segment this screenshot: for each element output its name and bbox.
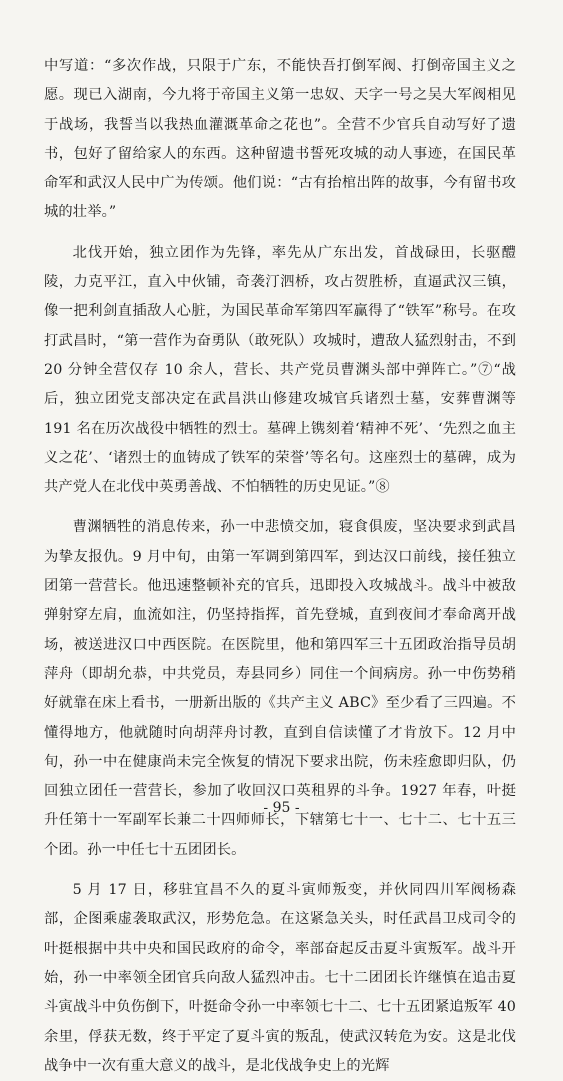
paragraph-1: 中写道：“多次作战，只限于广东，不能快吾打倒军阀、打倒帝国主义之愿。现已入湖南，今九将于帝国主义第一忠奴、天字一号之吴大军阀相见于战场，我誓当以我热血灌溉革命之花也”。全营不少官兵自动写好了遗书，包好了留给家人的东西。这种留遗书誓死攻城的动人事迹，在国民革命军和武汉人民中广为传颂。他们说：“古有抬棺出阵的故事，今有留书攻城的壮举。” [44,58,516,221]
paragraph-2: 北伐开始，独立团作为先锋，率先从广东出发，首战碌田，长驱醴陵，力克平江，直入中伙铺，奇袭汀泗桥，攻占贺胜桥，直逼武汉三镇，像一把利剑直插敌人心脏，为国民革命军第四军赢得了“铁军”称号。在攻打武昌时，“第一营作为奋勇队（敢死队）攻城时，遭敌人猛烈射击，不到 20 分钟全营仅存 10 余人，营长、共产党员曹渊头部中弹阵亡。”⑦“战后，独立团党支部决定在武昌洪山修建攻城官兵诸烈士墓，安葬曹渊等 191 名在历次战役中牺牲的烈士。墓碑上镌刻着‘精神不死’、‘先烈之血主义之花’、‘诸烈士的血铸成了铁军的荣誉’等名句。这座烈士的墓碑，成为共产党人在北伐中英勇善战、不怕牺牲的历史见证。”⑧ [44,244,516,496]
page-number: - 95 - [263,800,300,816]
paragraph-4: 5 月 17 日，移驻宜昌不久的夏斗寅师叛变，并伙同四川军阀杨森部，企图乘虚袭取武汉，形势危急。在这紧急关头，时任武昌卫戍司令的叶挺根据中共中央和国民政府的命令，率部奋起反击夏斗寅叛军。战斗开始，孙一中率领全团官兵向敌人猛烈冲击。七十二团团长许继慎在追击夏斗寅战斗中负伤倒下，叶挺命令孙一中率领七十二、七十五团紧追叛军 40 余里，俘获无数，终于平定了夏斗寅的叛乱，使武汉转危为安。这是北伐战争中一次有重大意义的战斗，是北伐战争史上的光辉 [44,882,516,1074]
document-page [44,52,516,1074]
paragraph-3: 曹渊牺牲的消息传来，孙一中悲愤交加，寝食俱废，坚决要求到武昌为挚友报仇。9 月中旬，由第一军调到第四军，到达汉口前线，接任独立团第一营营长。他迅速整顿补充的官兵，迅即投入攻城战斗。战斗中被敌弹射穿左肩，血流如注，仍坚持指挥，首先登城，直到夜间才奉命离开战场，被送进汉口中西医院。在医院里，他和第四军三十五团政治指导员胡萍舟（即胡允恭，中共党员，寿县同乡）同住一个间病房。孙一中伤势稍好就靠在床上看书，一册新出版的《共产主义 ABC》至少看了三四遍。不懂得地方，他就随时向胡萍舟讨教，直到自信读懂了才肯放下。12 月中旬，孙一中在健康尚未完全恢复的情况下要求出院，伤未痊愈即归队，仍回独立团任一营营长，参加了收回汉口英租界的斗争。1927 年春，叶挺升任第十一军副军长兼二十四师师长，下辖第七十一、七十二、七十五三个团。孙一中任七十五团团长。 [44,519,516,858]
